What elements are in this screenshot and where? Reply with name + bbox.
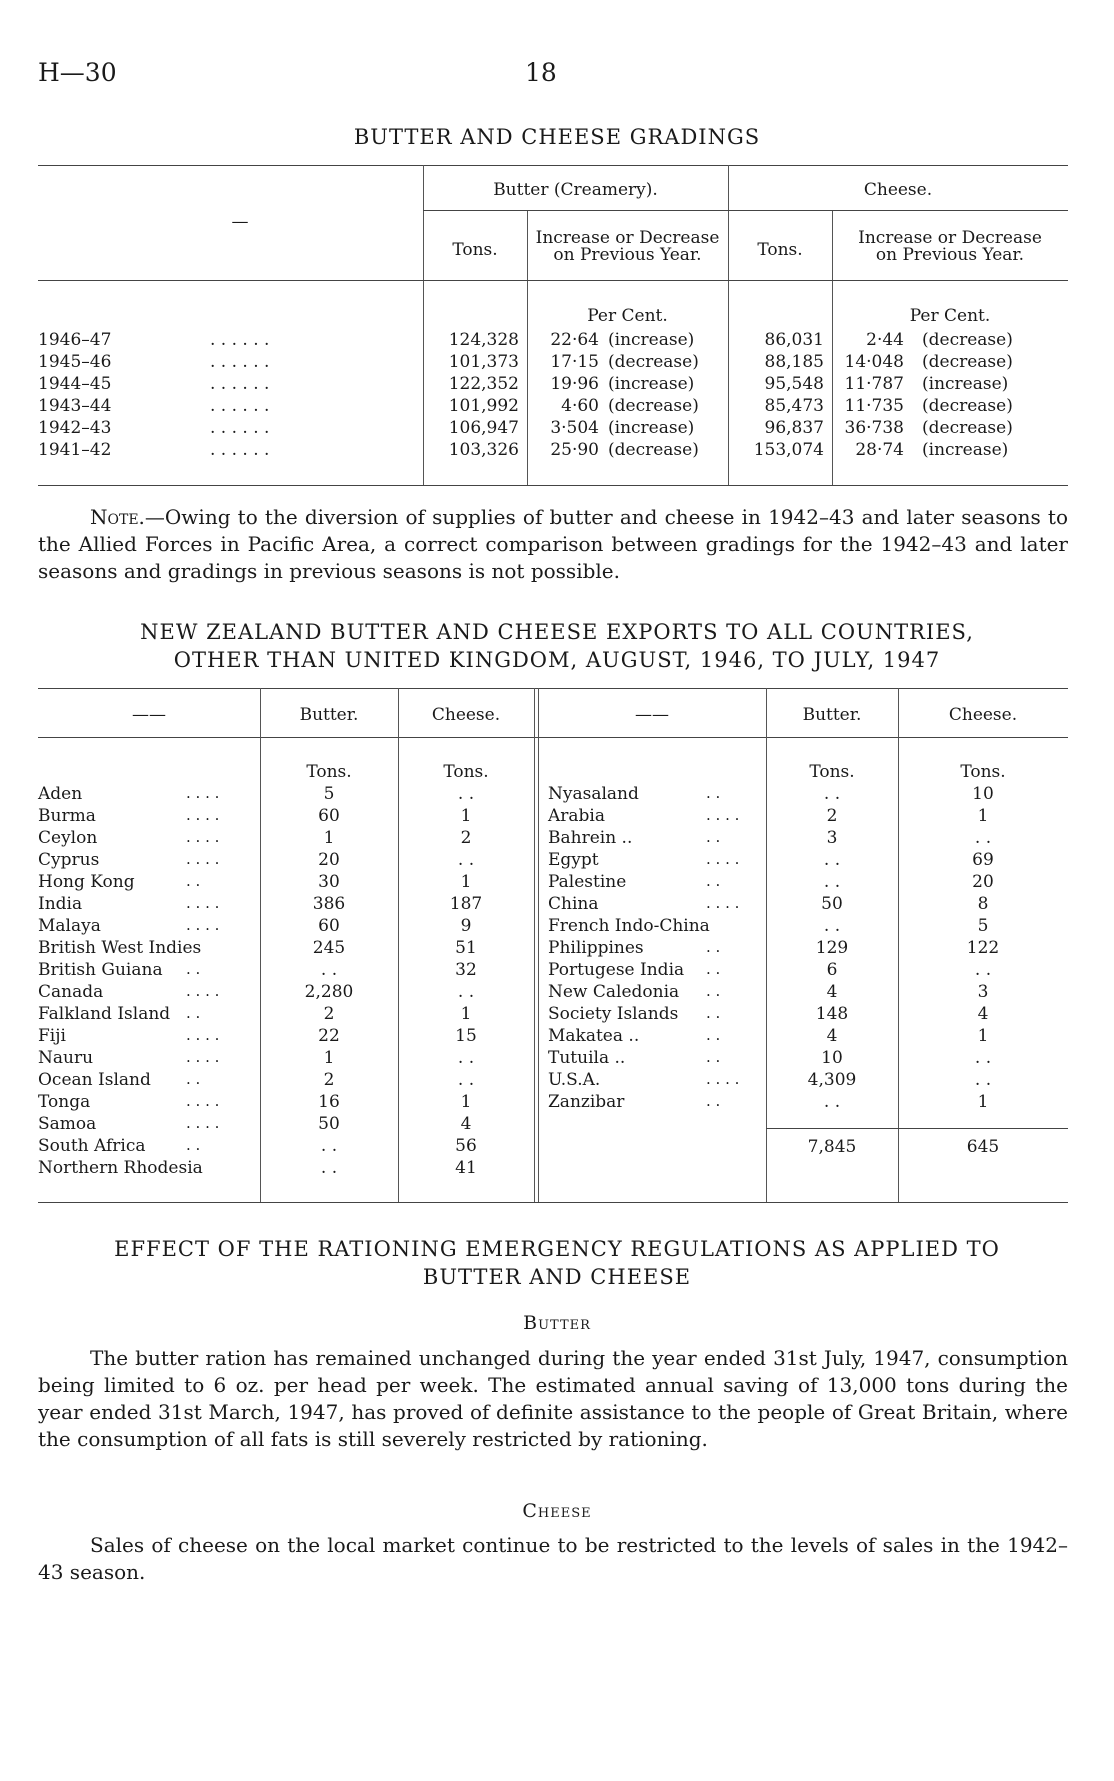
left-cheese-value: 1 bbox=[460, 1004, 472, 1024]
cheese-unit: Per Cent. bbox=[909, 306, 991, 326]
right-country: Arabia bbox=[548, 806, 605, 826]
left-butter-value: . . bbox=[320, 1136, 338, 1156]
right-cheese-unit: Tons. bbox=[960, 762, 1006, 782]
exports-title-line1: NEW ZEALAND BUTTER AND CHEESE EXPORTS TO ALL COUNTRIES, bbox=[140, 620, 974, 644]
left-butter-value: 60 bbox=[318, 806, 340, 826]
grading-year: 1941–42 bbox=[38, 440, 112, 460]
left-butter-value: 50 bbox=[318, 1114, 340, 1134]
grading-leader: . . . . . . bbox=[210, 418, 270, 438]
grading-year: 1944–45 bbox=[38, 374, 112, 394]
cheese-direction: (decrease) bbox=[922, 418, 1013, 438]
left-country: Hong Kong bbox=[38, 872, 135, 892]
right-cheese-value: 1 bbox=[977, 1026, 989, 1046]
butter-tons-header: Tons. bbox=[452, 240, 498, 260]
right-cheese-value: . . bbox=[974, 960, 992, 980]
butter-tons: 106,947 bbox=[448, 418, 519, 438]
left-cheese-header: Cheese. bbox=[431, 705, 501, 725]
right-cheese-value: 20 bbox=[972, 872, 994, 892]
right-stub-dash: —— bbox=[635, 705, 669, 725]
left-country: Nauru bbox=[38, 1048, 94, 1068]
left-stub-dash: —— bbox=[132, 705, 166, 725]
cheese-direction: (decrease) bbox=[922, 330, 1013, 350]
left-butter-value: 5 bbox=[323, 784, 335, 804]
cheese-group-header: Cheese. bbox=[863, 180, 933, 200]
right-butter-value: . . bbox=[823, 872, 841, 892]
left-cheese-value: 1 bbox=[460, 1092, 472, 1112]
right-butter-value: . . bbox=[823, 850, 841, 870]
left-leader: . . bbox=[186, 1004, 201, 1022]
right-cheese-value: . . bbox=[974, 1070, 992, 1090]
left-country: Fiji bbox=[38, 1026, 66, 1046]
left-country: Aden bbox=[38, 784, 83, 804]
left-butter-value: 1 bbox=[323, 828, 335, 848]
left-leader: . . . . bbox=[186, 806, 220, 824]
left-leader: . . bbox=[186, 1136, 201, 1154]
document-reference: H—30 bbox=[38, 58, 117, 87]
left-cheese-value: 51 bbox=[455, 938, 477, 958]
left-country: Burma bbox=[38, 806, 96, 826]
right-country: Portugese India bbox=[548, 960, 685, 980]
butter-direction: (increase) bbox=[608, 418, 695, 438]
butter-paragraph: The butter ration has remained unchanged during the year ended 31st July, 1947, consumption being limited to 6 oz. per head per week. The estimated annual saving of 13,000 tons during the year ended 31st March, 1947, has proved of definite assistance to the people of Great Britain, where the consumption of all fats is still severely restricted by rationing. bbox=[38, 1346, 1068, 1451]
right-leader: . . . . bbox=[706, 894, 740, 912]
left-cheese-value: 1 bbox=[460, 806, 472, 826]
exports-title-line2: OTHER THAN UNITED KINGDOM, AUGUST, 1946, TO JULY, 1947 bbox=[173, 648, 941, 672]
left-cheese-value: 32 bbox=[455, 960, 477, 980]
right-leader: . . bbox=[706, 1004, 721, 1022]
left-leader: . . . . bbox=[186, 784, 220, 802]
grading-leader: . . . . . . bbox=[210, 330, 270, 350]
butter-group-header: Butter (Creamery). bbox=[493, 180, 658, 200]
left-cheese-value: 15 bbox=[455, 1026, 477, 1046]
right-butter-value: 129 bbox=[815, 938, 849, 958]
left-butter-value: . . bbox=[320, 1158, 338, 1178]
right-butter-value: 50 bbox=[821, 894, 843, 914]
butter-tons: 101,992 bbox=[448, 396, 519, 416]
left-butter-value: 20 bbox=[318, 850, 340, 870]
right-country: French Indo-China bbox=[548, 916, 710, 936]
left-country: Samoa bbox=[38, 1114, 97, 1134]
right-leader: . . bbox=[706, 938, 721, 956]
right-country: Makatea .. bbox=[548, 1026, 640, 1046]
butter-direction: (decrease) bbox=[608, 352, 699, 372]
right-cheese-value: 5 bbox=[977, 916, 989, 936]
cheese-direction: (decrease) bbox=[922, 396, 1013, 416]
butter-tons: 103,326 bbox=[448, 440, 519, 460]
total-butter: 7,845 bbox=[807, 1137, 857, 1157]
right-country: Egypt bbox=[548, 850, 599, 870]
right-cheese-value: . . bbox=[974, 828, 992, 848]
butter-direction: (increase) bbox=[608, 374, 695, 394]
left-country: British West Indies bbox=[38, 938, 202, 958]
right-butter-value: 148 bbox=[815, 1004, 849, 1024]
left-country: Northern Rhodesia bbox=[38, 1158, 203, 1178]
butter-increase-header: Increase or Decrease on Previous Year. bbox=[535, 228, 720, 265]
left-country: India bbox=[38, 894, 83, 914]
right-cheese-value: . . bbox=[974, 1048, 992, 1068]
left-leader: . . . . bbox=[186, 1048, 220, 1066]
page-number: 18 bbox=[525, 58, 557, 87]
right-butter-value: 10 bbox=[821, 1048, 843, 1068]
right-cheese-value: 122 bbox=[966, 938, 1000, 958]
left-leader: . . . . bbox=[186, 828, 220, 846]
cheese-percent: 28·74 bbox=[855, 440, 904, 460]
stub-dash: — bbox=[231, 212, 249, 232]
butter-percent: 4·60 bbox=[561, 396, 599, 416]
left-butter-value: . . bbox=[320, 960, 338, 980]
left-country: Tonga bbox=[38, 1092, 91, 1112]
cheese-tons: 86,031 bbox=[764, 330, 824, 350]
rationing-title-line2: BUTTER AND CHEESE bbox=[422, 1265, 692, 1289]
butter-percent: 17·15 bbox=[550, 352, 599, 372]
right-cheese-value: 8 bbox=[977, 894, 989, 914]
cheese-percent: 14·048 bbox=[844, 352, 904, 372]
right-leader: . . bbox=[706, 960, 721, 978]
right-country: New Caledonia bbox=[548, 982, 680, 1002]
left-cheese-value: 187 bbox=[449, 894, 483, 914]
right-leader: . . bbox=[706, 1048, 721, 1066]
right-cheese-value: 1 bbox=[977, 1092, 989, 1112]
left-butter-value: 245 bbox=[312, 938, 346, 958]
cheese-heading: Cheese bbox=[522, 1500, 592, 1522]
right-butter-value: 6 bbox=[826, 960, 838, 980]
cheese-percent: 11·787 bbox=[844, 374, 904, 394]
right-leader: . . . . bbox=[706, 1070, 740, 1088]
right-cheese-value: 10 bbox=[972, 784, 994, 804]
grading-leader: . . . . . . bbox=[210, 352, 270, 372]
right-butter-value: . . bbox=[823, 916, 841, 936]
left-country: Cyprus bbox=[38, 850, 100, 870]
left-country: Ocean Island bbox=[38, 1070, 151, 1090]
right-leader: . . bbox=[706, 982, 721, 1000]
grading-year: 1943–44 bbox=[38, 396, 112, 416]
right-butter-unit: Tons. bbox=[809, 762, 855, 782]
right-country: China bbox=[548, 894, 599, 914]
right-butter-value: 3 bbox=[826, 828, 838, 848]
butter-percent: 19·96 bbox=[550, 374, 599, 394]
left-cheese-value: 56 bbox=[455, 1136, 477, 1156]
left-butter-header: Butter. bbox=[299, 705, 359, 725]
left-leader: . . . . bbox=[186, 1092, 220, 1110]
left-butter-unit: Tons. bbox=[306, 762, 352, 782]
right-cheese-header: Cheese. bbox=[948, 705, 1018, 725]
left-country: Ceylon bbox=[38, 828, 98, 848]
butter-heading: Butter bbox=[523, 1312, 591, 1334]
grading-leader: . . . . . . bbox=[210, 374, 270, 394]
cheese-paragraph: Sales of cheese on the local market continue to be restricted to the levels of sales in the 1942–43 season. bbox=[38, 1533, 1068, 1584]
cheese-percent: 36·738 bbox=[844, 418, 904, 438]
right-country: U.S.A. bbox=[548, 1070, 601, 1090]
cheese-percent: 2·44 bbox=[866, 330, 904, 350]
left-cheese-value: . . bbox=[457, 784, 475, 804]
left-cheese-unit: Tons. bbox=[443, 762, 489, 782]
left-leader: . . . . bbox=[186, 1026, 220, 1044]
right-country: Palestine bbox=[548, 872, 627, 892]
left-country: Malaya bbox=[38, 916, 101, 936]
left-cheese-value: . . bbox=[457, 850, 475, 870]
left-leader: . . bbox=[186, 1070, 201, 1088]
left-cheese-value: 1 bbox=[460, 872, 472, 892]
left-butter-value: 22 bbox=[318, 1026, 340, 1046]
butter-unit: Per Cent. bbox=[587, 306, 668, 326]
left-butter-value: 1 bbox=[323, 1048, 335, 1068]
right-country: Philippines bbox=[548, 938, 644, 958]
left-cheese-value: . . bbox=[457, 1048, 475, 1068]
left-cheese-value: 2 bbox=[460, 828, 472, 848]
right-leader: . . bbox=[706, 828, 721, 846]
right-country: Tutuila .. bbox=[548, 1048, 626, 1068]
left-leader: . . . . bbox=[186, 894, 220, 912]
right-butter-value: 4 bbox=[826, 1026, 838, 1046]
butter-direction: (increase) bbox=[608, 330, 695, 350]
butter-tons: 124,328 bbox=[448, 330, 519, 350]
butter-direction: (decrease) bbox=[608, 440, 699, 460]
cheese-percent: 11·735 bbox=[844, 396, 904, 416]
left-butter-value: 30 bbox=[318, 872, 340, 892]
left-butter-value: 16 bbox=[318, 1092, 340, 1112]
left-cheese-value: 9 bbox=[460, 916, 472, 936]
right-butter-value: . . bbox=[823, 784, 841, 804]
butter-percent: 25·90 bbox=[550, 440, 599, 460]
left-cheese-value: . . bbox=[457, 1070, 475, 1090]
left-butter-value: 386 bbox=[312, 894, 346, 914]
left-leader: . . . . bbox=[186, 916, 220, 934]
grading-leader: . . . . . . bbox=[210, 440, 270, 460]
right-butter-value: 2 bbox=[826, 806, 838, 826]
note-text: —Owing to the diversion of supplies of butter and cheese in 1942–43 and later seasons to the Allied Forces in Pacific Area, a correct comparison between gradings for the 1942–43 and later seasons and gradings in previous seasons is not possible. bbox=[38, 505, 1068, 583]
left-butter-value: 2,280 bbox=[304, 982, 354, 1002]
right-butter-value: 4,309 bbox=[807, 1070, 857, 1090]
left-leader: . . . . bbox=[186, 1114, 220, 1132]
cheese-tons: 88,185 bbox=[764, 352, 824, 372]
cheese-tons: 96,837 bbox=[764, 418, 824, 438]
right-cheese-value: 3 bbox=[977, 982, 989, 1002]
left-cheese-value: . . bbox=[457, 982, 475, 1002]
left-country: South Africa bbox=[38, 1136, 146, 1156]
right-country: Society Islands bbox=[548, 1004, 679, 1024]
left-butter-value: 60 bbox=[318, 916, 340, 936]
right-country: Bahrein .. bbox=[548, 828, 633, 848]
grading-year: 1942–43 bbox=[38, 418, 112, 438]
total-cheese: 645 bbox=[966, 1137, 1000, 1157]
left-leader: . . bbox=[186, 872, 201, 890]
cheese-direction: (decrease) bbox=[922, 352, 1013, 372]
note-paragraph bbox=[38, 504, 1068, 585]
right-butter-header: Butter. bbox=[802, 705, 862, 725]
cheese-direction: (increase) bbox=[922, 440, 1009, 460]
butter-tons: 101,373 bbox=[448, 352, 519, 372]
cheese-tons: 95,548 bbox=[764, 374, 824, 394]
right-butter-value: . . bbox=[823, 1092, 841, 1112]
left-country: Falkland Island bbox=[38, 1004, 171, 1024]
right-cheese-value: 69 bbox=[972, 850, 994, 870]
left-butter-value: 2 bbox=[323, 1070, 335, 1090]
left-butter-value: 2 bbox=[323, 1004, 335, 1024]
grading-year: 1946–47 bbox=[38, 330, 112, 350]
cheese-increase-header: Increase or Decrease on Previous Year. bbox=[858, 228, 1042, 265]
right-leader: . . . . bbox=[706, 850, 740, 868]
cheese-direction: (increase) bbox=[922, 374, 1009, 394]
right-cheese-value: 1 bbox=[977, 806, 989, 826]
cheese-tons: 85,473 bbox=[764, 396, 824, 416]
right-country: Zanzibar bbox=[548, 1092, 625, 1112]
right-leader: . . bbox=[706, 872, 721, 890]
rationing-title-line1: EFFECT OF THE RATIONING EMERGENCY REGULATIONS AS APPLIED TO bbox=[114, 1237, 1000, 1261]
right-leader: . . bbox=[706, 784, 721, 802]
right-leader: . . bbox=[706, 1092, 721, 1110]
gradings-title: BUTTER AND CHEESE GRADINGS bbox=[353, 125, 761, 149]
butter-tons: 122,352 bbox=[448, 374, 519, 394]
right-leader: . . bbox=[706, 1026, 721, 1044]
left-country: Canada bbox=[38, 982, 104, 1002]
left-leader: . . bbox=[186, 960, 201, 978]
grading-year: 1945–46 bbox=[38, 352, 112, 372]
grading-leader: . . . . . . bbox=[210, 396, 270, 416]
right-cheese-value: 4 bbox=[977, 1004, 989, 1024]
note-label: Note. bbox=[90, 505, 145, 529]
left-leader: . . . . bbox=[186, 850, 220, 868]
right-butter-value: 4 bbox=[826, 982, 838, 1002]
butter-percent: 22·64 bbox=[550, 330, 599, 350]
left-cheese-value: 4 bbox=[460, 1114, 472, 1134]
cheese-tons-header: Tons. bbox=[757, 240, 803, 260]
left-cheese-value: 41 bbox=[455, 1158, 477, 1178]
butter-percent: 3·504 bbox=[550, 418, 599, 438]
left-leader: . . . . bbox=[186, 982, 220, 1000]
right-leader: . . . . bbox=[706, 806, 740, 824]
butter-direction: (decrease) bbox=[608, 396, 699, 416]
cheese-tons: 153,074 bbox=[753, 440, 824, 460]
left-country: British Guiana bbox=[38, 960, 163, 980]
right-country: Nyasaland bbox=[548, 784, 639, 804]
